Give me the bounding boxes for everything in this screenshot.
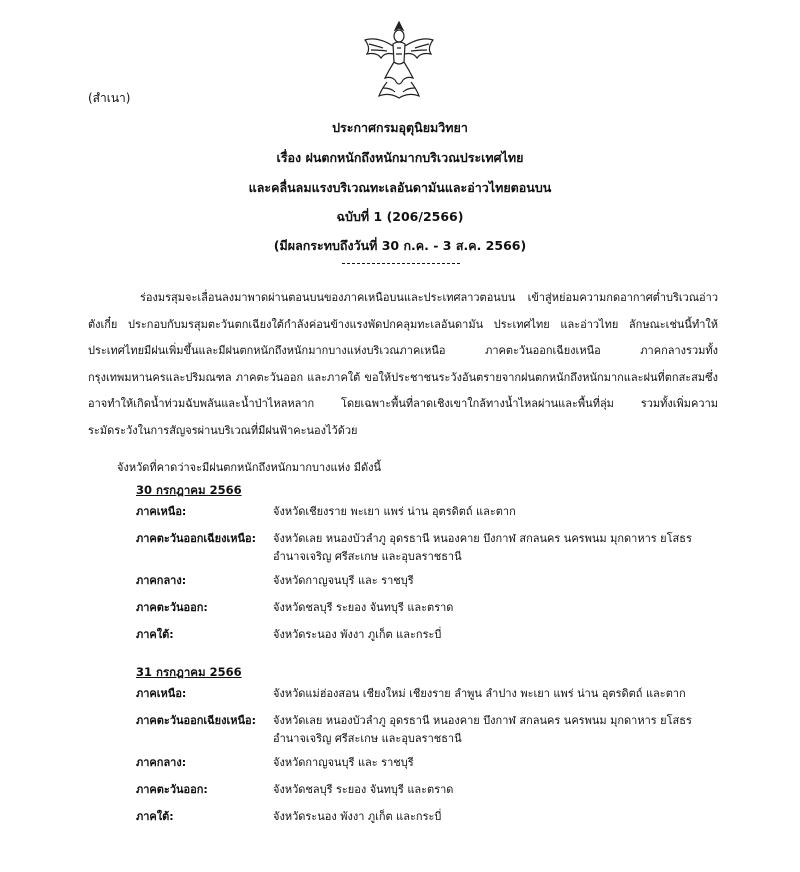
provinces-note: จังหวัดที่คาดว่าจะมีฝนตกหนักถึงหนักมากบางแห่ง มีดังนี้ [117,461,382,474]
copy-label: (สำเนา) [88,91,131,105]
region-name: ภาคกลาง: [136,574,187,587]
region-provinces: จังหวัดระนอง พังงา ภูเก็ต และกระบี่ [273,628,442,641]
region-row [136,626,726,644]
header-divider [342,263,460,264]
region-row [136,712,726,748]
body-paragraph-text: ร่องมรสุมจะเลื่อนลงมาพาดผ่านตอนบนของภาคเหนือบนและประเทศลาวตอนบน เข้าสู่หย่อมความกดอากาศต่ำบริเวณอ่าวตังเกี๋ย ประกอบกับมรสุมตะวันตกเฉียงใต้กำลังค่อนข้างแรงพัดปกคลุมทะเลอันดามัน ประเทศไทย และอ่าวไทย ลักษณะเช่นนี้ทำให้ประเทศไทยมีฝนเพิ่มขึ้นและมีฝนตกหนักถึงหนักมากบางแห่งบริเวณภาคเหนือ ภาคตะวันออกเฉียงเหนือ ภาคกลางรวมทั้งกรุงเทพมหานครและปริมณฑล ภาคตะวันออก และภาคใต้ ขอให้ประชาชนระวังอันตรายจากฝนตกหนักถึงหนักมากและฝนที่ตกสะสมซึ่งอาจทำให้เกิดน้ำท่วมฉับพลันและน้ำป่าไหลหลาก โดยเฉพาะพื้นที่ลาดเชิงเขาใกล้ทางน้ำไหลผ่านและพื้นที่ลุ่ม รวมทั้งเพิ่มความระมัดระวังในการสัญจรผ่านบริเวณที่มีฝนฟ้าคะนองไว้ด้วย [88,291,718,437]
region-provinces: จังหวัดเชียงราย พะเยา แพร่ น่าน อุตรดิตถ์ และตาก [273,505,516,518]
title-agency: ประกาศกรมอุตุนิยมวิทยา [332,120,468,135]
region-provinces: จังหวัดชลบุรี ระยอง จันทบุรี และตราด [273,783,454,796]
body-paragraph [88,285,718,444]
region-name: ภาคใต้: [136,810,174,823]
title-effective-period: (มีผลกระทบถึงวันที่ 30 ก.ค. - 3 ส.ค. 2566) [273,238,527,253]
region-row [136,599,726,617]
region-name: ภาคตะวันออกเฉียงเหนือ: [136,532,257,545]
region-provinces: จังหวัดชลบุรี ระยอง จันทบุรี และตราด [273,601,454,614]
region-provinces: จังหวัดกาญจนบุรี และ ราชบุรี [273,756,414,769]
region-name: ภาคเหนือ: [136,687,187,700]
title-subject-cont: และคลื่นลมแรงบริเวณทะเลอันดามันและอ่าวไทยตอนบน [248,180,552,195]
region-provinces: จังหวัดกาญจนบุรี และ ราชบุรี [273,574,414,587]
region-row [136,685,726,703]
region-provinces: จังหวัดเลย หนองบัวลำภู อุดรธานี หนองคาย บึงกาฬ สกลนคร นครพนม มุกดาหาร ยโสธร อำนาจเจริญ ศรีสะเกษ และอุบลราชธานี [273,532,692,563]
region-name: ภาคใต้: [136,628,174,641]
title-issue-number: ฉบับที่ 1 (206/2566) [336,209,464,224]
date-heading: 31 กรกฎาคม 2566 [136,665,242,679]
region-row [136,781,726,799]
region-row [136,503,726,521]
region-provinces: จังหวัดแม่ฮ่องสอน เชียงใหม่ เชียงราย ลำพูน ลำปาง พะเยา แพร่ น่าน อุตรดิตถ์ และตาก [273,687,686,700]
region-row [136,572,726,590]
region-provinces: จังหวัดระนอง พังงา ภูเก็ต และกระบี่ [273,810,442,823]
region-name: ภาคกลาง: [136,756,187,769]
region-name: ภาคตะวันออกเฉียงเหนือ: [136,714,257,727]
title-subject: เรื่อง ฝนตกหนักถึงหนักมากบริเวณประเทศไทย [276,150,524,165]
region-provinces: จังหวัดเลย หนองบัวลำภู อุดรธานี หนองคาย บึงกาฬ สกลนคร นครพนม มุกดาหาร ยโสธร อำนาจเจริญ ศรีสะเกษ และอุบลราชธานี [273,714,692,745]
date-heading: 30 กรกฎาคม 2566 [136,483,242,497]
region-name: ภาคเหนือ: [136,505,187,518]
region-name: ภาคตะวันออก: [136,783,208,796]
garuda-emblem-icon [359,18,439,102]
region-row [136,808,726,826]
region-row [136,754,726,772]
region-name: ภาคตะวันออก: [136,601,208,614]
region-row [136,530,726,566]
